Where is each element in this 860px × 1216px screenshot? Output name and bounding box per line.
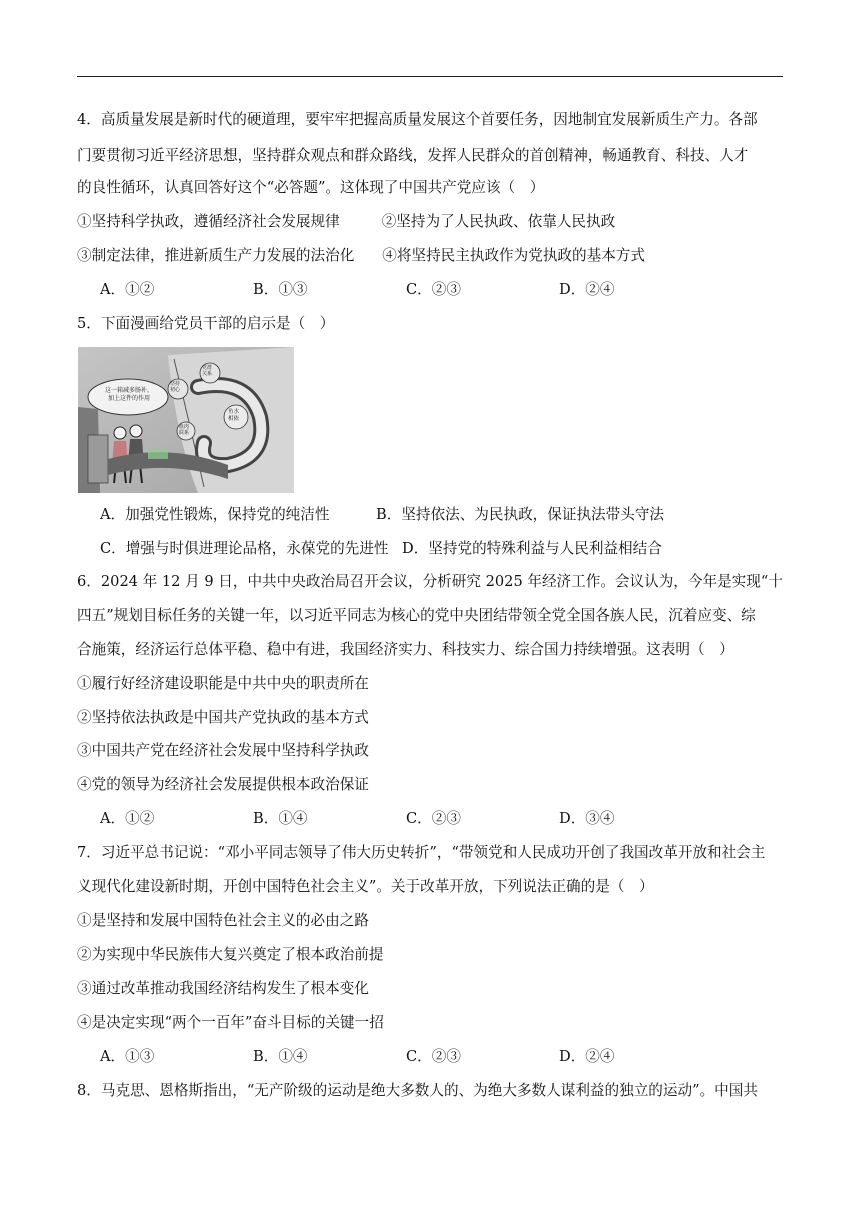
q7-option-b: B．①④ [253,1048,308,1065]
cartoon-speech-bubble: 这一箱减多肠补， 加上这件的作用 [104,387,153,402]
q4-option-d: D．②④ [559,281,615,298]
q8-stem-line-1: 8．马克思、恩格斯指出，“无产阶级的运动是绝大多数人的、为绝大多数人谋利益的独立的运动”。中国共 [77,1082,758,1099]
q5-option-b: B．坚持依法、为民执政，保证执法带头守法 [376,506,665,523]
q5-option-c: C．增强与时俱进理论品格，永葆党的先进性 [100,540,389,557]
q5-option-a: A．加强党性锻炼，保持党的纯洁性 [100,506,330,523]
q4-item-2: ②坚持为了人民执政、依靠人民执政 [381,213,616,230]
cartoon-image [78,347,294,493]
q6-options [100,809,712,829]
q4-item-4: ④将坚持民主执政作为党执政的基本方式 [382,247,645,264]
q4-item-3: ③制定法律，推进新质生产力发展的法治化 [77,247,355,264]
q4-option-a: A．①② [100,281,155,298]
q7-item-2: ②为实现中华民族伟大复兴奠定了根本政治前提 [77,946,384,963]
q5-options-row-1 [100,505,665,525]
q4-items-row-1 [77,212,615,232]
q4-stem-line-1: 4．高质量发展是新时代的硬道理，要牢牢把握高质量发展这个首要任务，因地制宜发展新质生产力。各部 [77,111,758,128]
q6-item-2: ②坚持依法执政是中国共产党执政的基本方式 [77,709,369,726]
q6-option-b: B．①④ [253,810,308,827]
q5-stem: 5．下面漫画给党员干部的启示是（ ） [77,315,335,332]
q4-option-c: C．②③ [406,281,461,298]
q7-option-a: A．①③ [100,1048,155,1065]
q7-item-4: ④是决定实现“两个一百年”奋斗目标的关键一招 [77,1014,384,1031]
q7-item-1: ①是坚持和发展中国特色社会主义的必由之路 [77,912,369,929]
q5-options-row-2 [100,539,662,559]
q5-option-d: D．坚持党的特殊利益与人民利益相结合 [402,540,662,557]
q4-item-1: ①坚持科学执政，遵循经济社会发展规律 [77,213,340,230]
cartoon-label-1: 坚持 初心 [170,381,181,393]
q6-item-1: ①履行好经济建设职能是中共中央的职责所在 [77,675,369,692]
q6-stem-line-3: 合施策，经济运行总体平稳、稳中有进，我国经济实力、科技实力、综合国力持续增强。这表明（ ） [77,641,734,658]
header-rule [77,76,783,77]
cartoon-label-4: 血肉 联系 [179,424,190,436]
q4-option-b: B．①③ [253,281,308,298]
q6-item-4: ④党的领导为经济社会发展提供根本政治保证 [77,776,369,793]
q7-stem-line-1: 7．习近平总书记说：“邓小平同志领导了伟大历史转折”，“带领党和人民成功开创了我国改革开放和社会主 [77,844,766,861]
q4-stem-line-2: 门要贯彻习近平经济思想，坚持群众观点和群众路线，发挥人民群众的首创精神，畅通教育、科技、人才 [77,147,749,164]
q6-stem-line-2: 四五”规划目标任务的关键一年，以习近平同志为核心的党中央团结带领全党全国各族人民，沉着应变、综 [77,607,756,624]
cartoon-label-2: 党群 关系 [202,365,213,377]
q6-option-c: C．②③ [406,810,461,827]
q7-option-c: C．②③ [406,1048,461,1065]
q6-stem-line-1: 6．2024 年 12 月 9 日，中共中央政治局召开会议，分析研究 2025 年经济工作。会议认为，今年是实现“十 [77,573,783,590]
q7-options [100,1047,712,1067]
q4-items-row-2 [77,246,645,266]
q6-option-a: A．①② [100,810,155,827]
q7-option-d: D．②④ [559,1048,615,1065]
q4-options [100,280,712,300]
q7-item-3: ③通过改革推动我国经济结构发生了根本变化 [77,980,369,997]
q7-stem-line-2: 义现代化建设新时期，开创中国特色社会主义”。关于改革开放，下列说法正确的是（ ） [77,878,654,895]
q6-item-3: ③中国共产党在经济社会发展中坚持科学执政 [77,742,369,759]
q4-stem-line-3: 的良性循环，认真回答好这个“必答题”。这体现了中国共产党应该（ ） [77,179,545,196]
q6-option-d: D．③④ [559,810,615,827]
cartoon-label-3: 鱼水 相依 [228,409,240,422]
